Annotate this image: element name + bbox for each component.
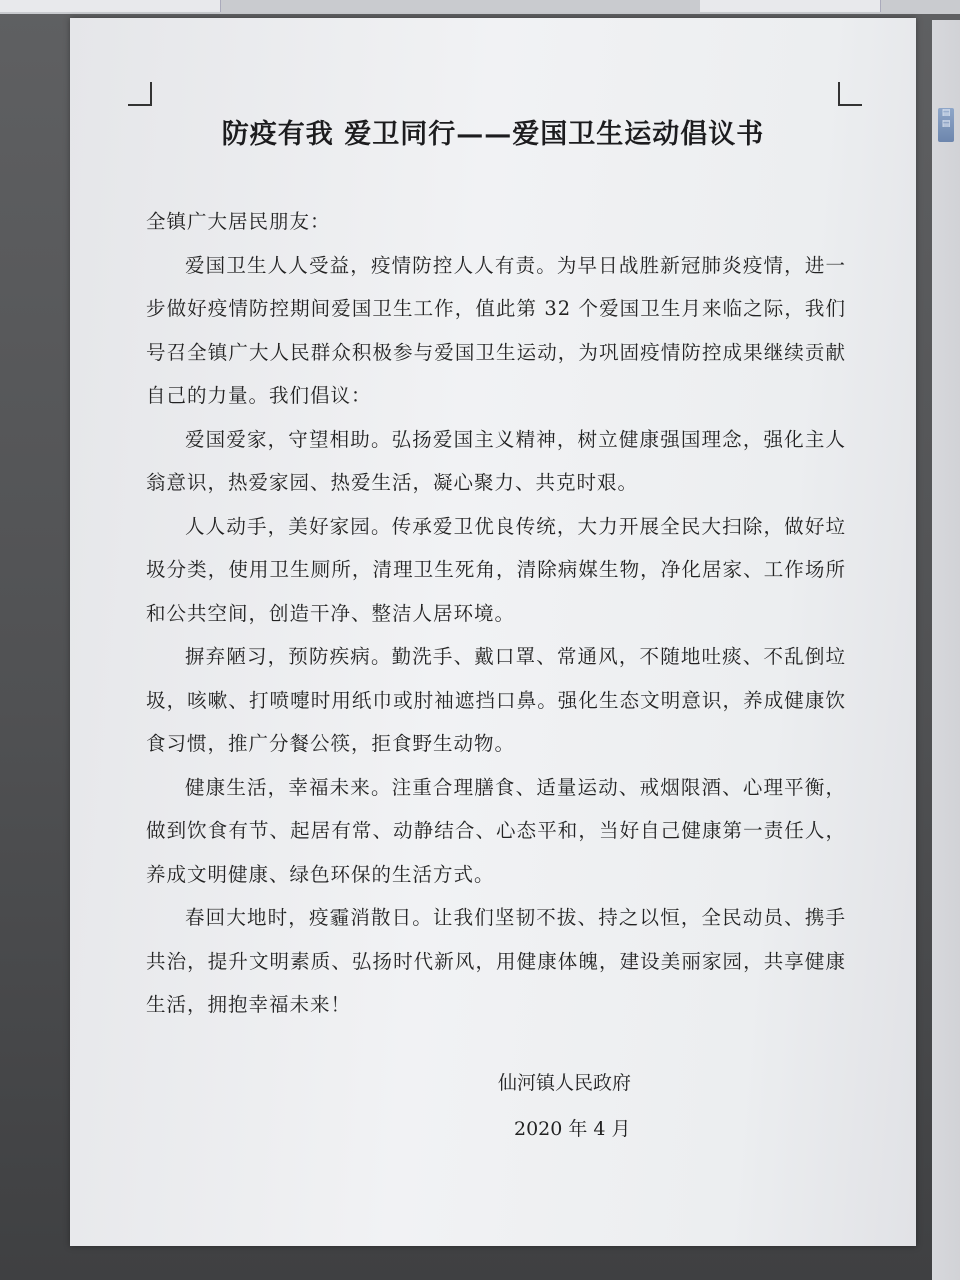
next-page-edge bbox=[932, 20, 960, 1280]
paragraph: 春回大地时，疫霾消散日。让我们坚韧不拔、持之以恒，全民动员、携手共治，提升文明素质、弘扬时代新风，用健康体魄，建设美丽家园，共享健康生活，拥抱幸福未来！ bbox=[146, 906, 846, 1016]
date: 2020 年 4 月 bbox=[514, 1118, 631, 1140]
paragraph: 爱国爱家，守望相助。弘扬爱国主义精神，树立健康强国理念，强化主人翁意识，热爱家园、热爱生活，凝心聚力、共克时艰。 bbox=[146, 427, 846, 494]
paragraph: 健康生活，幸福未来。注重合理膳食、适量运动、戒烟限酒、心理平衡，做到饮食有节、起居有常、动静结合、心态平和，当好自己健康第一责任人，养成文明健康、绿色环保的生活方式。 bbox=[146, 775, 846, 886]
paragraph: 爱国卫生人人受益，疫情防控人人有责。为早日战胜新冠肺炎疫情，进一步做好疫情防控期间爱国卫生工作，值此第 32 个爱国卫生月来临之际，我们号召全镇广大人民群众积极参与爱国卫生运动，为巩固疫情防控成果继续贡献自己的力量。我们倡议： bbox=[146, 253, 846, 407]
window-tab[interactable] bbox=[0, 0, 221, 12]
salutation: 全镇广大居民朋友： bbox=[146, 210, 331, 233]
document-body bbox=[146, 200, 846, 1027]
window-top-strip bbox=[0, 0, 960, 14]
paragraph: 摒弃陋习，预防疾病。勤洗手、戴口罩、常通风，不随地吐痰、不乱倒垃圾，咳嗽、打喷嚏时用纸巾或肘袖遮挡口鼻。强化生态文明意识，养成健康饮食习惯，推广分餐公筷，拒食野生动物。 bbox=[146, 645, 846, 755]
document-page bbox=[70, 18, 916, 1246]
margin-corner-mark bbox=[128, 82, 152, 106]
window-tab[interactable] bbox=[700, 0, 881, 12]
document-ruler-icon[interactable]: ▤ ▤ bbox=[938, 108, 954, 142]
paragraph: 人人动手，美好家园。传承爱卫优良传统，大力开展全民大扫除，做好垃圾分类，使用卫生厕所，清理卫生死角，清除病媒生物，净化居家、工作场所和公共空间，创造干净、整洁人居环境。 bbox=[146, 514, 846, 625]
signature: 仙河镇人民政府 bbox=[498, 1072, 632, 1094]
margin-corner-mark bbox=[838, 82, 862, 106]
document-title: 防疫有我 爱卫同行——爱国卫生运动倡议书 bbox=[221, 119, 765, 150]
